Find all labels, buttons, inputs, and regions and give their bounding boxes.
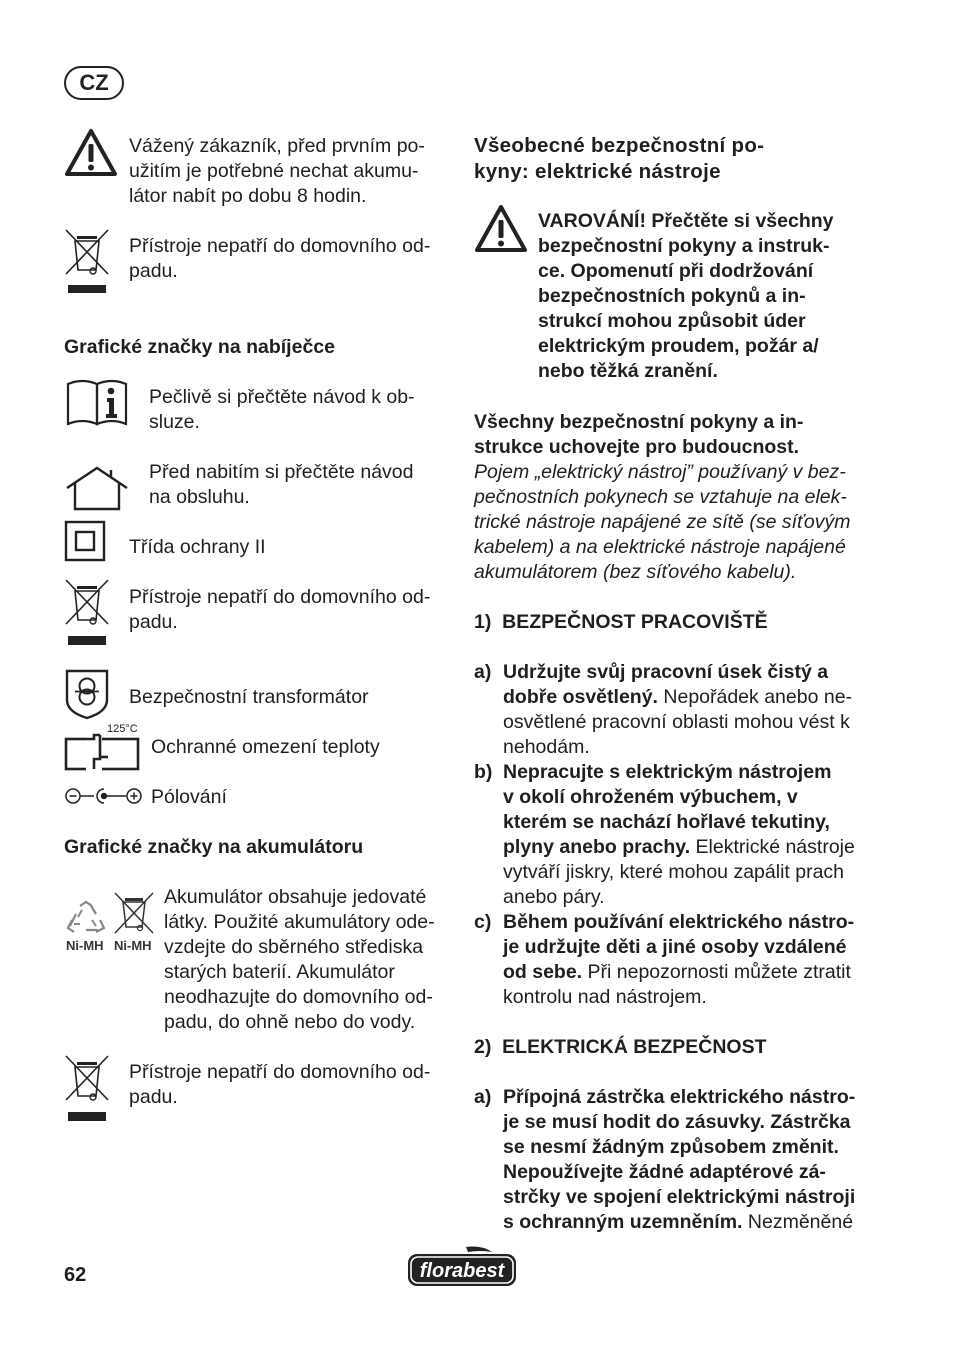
list-item-normal: Nepořádek anebo ne- osvětlené pracovní oblasti mohou vést k nehodám. [503,686,853,758]
safety-transformer-icon [64,668,110,720]
list-item-label: a) [474,1086,492,1108]
safety-instructions-heading: Všeobecné bezpečnostní po- kyny: elektrické nástroje [474,134,765,183]
list-item-normal: Nezměněné [742,1211,854,1233]
list-item [474,1085,864,1235]
list-item-label: a) [474,661,492,683]
thermal-cutout-icon [64,733,140,773]
crossed-bin-icon [64,578,110,648]
read-manual-icon [64,378,130,428]
list-item-bold: Nepracujte s elektrickým nástrojem v okolí ohroženém výbuchem, v kterém se nachází hořlavé tekutiny, plyny anebo prachy. [503,761,832,858]
list-item-normal: Při nepozornosti můžete ztratit kontrolu nad nástrojem. [503,961,851,1008]
crossed-bin-battery-icon [113,891,155,937]
power-tool-definition: Pojem „elektrický nástroj” používaný v bez- pečnostních pokynech se vztahuje na elek- trické nástroje napájené ze sítě (se síťovým kabelem) a na elektrické nástroje napájené akumulátorem (bez síťového kabelu). [474,461,851,583]
indoor-use-text: Před nabitím si přečtěte návod na obsluhu. [149,461,414,508]
warning-triangle-icon [64,128,118,178]
charger-symbols-heading: Grafické značky na nabíječce [64,336,335,358]
protection-class-text: Třída ochrany II [129,536,266,558]
charge-warning-text: Vážený zákazník, před prvním po- užitím je potřebné nechat akumu- látor nabít po dobu 8 hodin. [129,135,425,207]
nimh-bin-label: Ni-MH [114,938,152,953]
thermal-limit-label: 125°C [107,723,138,735]
list-item-bold: Udržujte svůj pracovní úsek čistý a dobře osvětlený. [503,661,829,708]
list-item-label: b) [474,761,493,783]
crossed-bin-icon [64,1054,110,1124]
nimh-recycle-label: Ni-MH [66,938,104,953]
page-number: 62 [64,1264,87,1286]
keep-instructions-text: Všechny bezpečnostní pokyny a in- strukce uchovejte pro budoucnost. [474,411,804,458]
crossed-bin-icon [64,228,110,294]
warning-text: VAROVÁNÍ! Přečtěte si všechny bezpečnostní pokyny a instruk- ce. Opomenutí při dodržování bezpečnostních pokynů a in- strukcí mohou způsobit úder elektrickým proudem, požár a/ nebo těžká zranění. [538,210,834,382]
weee-text-2: Přístroje nepatří do domovního od- padu. [129,586,431,633]
battery-disposal-text: Akumulátor obsahuje jedovaté látky. Použité akumulátory ode- vzdejte do sběrného střediska starých baterií. Akumulátor neodhazujte do domovního od- padu, do ohně nebo do vody. [164,886,435,1033]
battery-symbols-heading: Grafické značky na akumulátoru [64,836,364,858]
list-item [474,910,864,1010]
read-manual-text: Pečlivě si přečtěte návod k ob- sluze. [149,386,415,433]
section-1-heading: 1) BEZPEČNOST PRACOVIŠTĚ [474,611,768,633]
list-item-bold: Přípojná zástrčka elektrického nástro- je se musí hodit do zásuvky. Zástrčka se nesmí žádným způsobem změnit. Nepoužívejte žádné adaptérové zá- strčky ve spojení elektrickými nástroji s ochranným uzemněním. [503,1086,856,1233]
indoor-use-house-icon [64,464,130,512]
brand-name: florabest [419,1260,505,1282]
list-item-label: c) [474,911,492,933]
warning-triangle-icon [474,204,528,254]
language-badge: CZ [64,66,124,100]
list-item-normal: Elektrické nástroje vytváří jiskry, které mohou zapálit prach anebo páry. [503,836,855,908]
polarity-icon [64,786,144,806]
polarity-text: Pólování [151,786,227,808]
list-item [474,760,864,910]
list-item-bold: Během používání elektrického nástro- je udržujte děti a jiné osoby vzdálené od sebe. [503,911,855,983]
recycling-icon [66,900,106,936]
safety-transformer-text: Bezpečnostní transformátor [129,686,369,708]
weee-text-3: Přístroje nepatří do domovního od- padu. [129,1061,431,1108]
thermal-cutout-text: Ochranné omezení teploty [151,736,380,758]
brand-logo [406,1246,518,1288]
weee-text-1: Přístroje nepatří do domovního od- padu. [129,235,431,282]
list-item [474,660,864,760]
protection-class-2-icon [64,520,106,562]
section-2-heading: 2) ELEKTRICKÁ BEZPEČNOST [474,1036,767,1058]
